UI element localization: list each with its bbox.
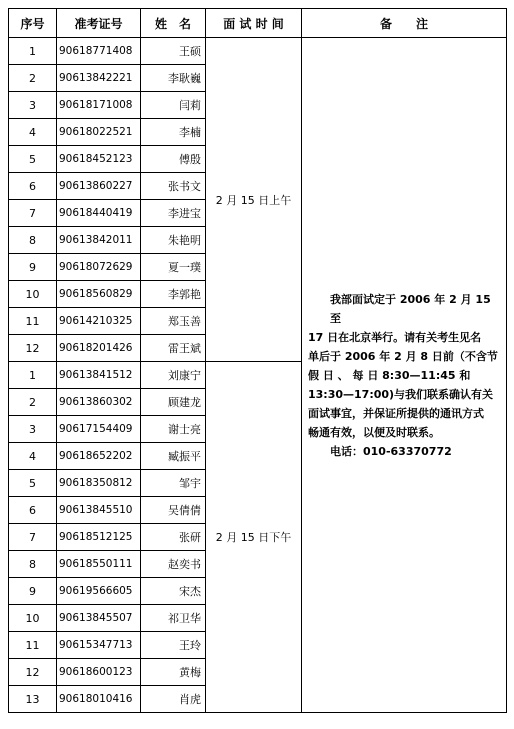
- row-name: 王玲: [141, 632, 206, 659]
- row-exam-id: 90613842011: [57, 227, 141, 254]
- table-body: [9, 38, 507, 713]
- header-row: [9, 9, 507, 38]
- row-name: 郑玉善: [141, 308, 206, 335]
- row-seq: 6: [9, 173, 57, 200]
- header-seq: 序号: [9, 9, 57, 38]
- row-exam-id: 90618350812: [57, 470, 141, 497]
- row-exam-id: 90618600123: [57, 659, 141, 686]
- row-name: 赵奕书: [141, 551, 206, 578]
- remarks-line: 畅通有效，以便及时联系。: [308, 425, 440, 439]
- row-seq: 4: [9, 443, 57, 470]
- row-seq: 2: [9, 65, 57, 92]
- row-name: 闫莉: [141, 92, 206, 119]
- row-name: 王硕: [141, 38, 206, 65]
- row-name: 傅殷: [141, 146, 206, 173]
- row-exam-id: 90613860302: [57, 389, 141, 416]
- row-seq: 8: [9, 551, 57, 578]
- row-exam-id: 90613845507: [57, 605, 141, 632]
- row-name: 李进宝: [141, 200, 206, 227]
- interview-time-cell: 2 月 15 日上午: [206, 38, 302, 362]
- row-seq: 12: [9, 659, 57, 686]
- header-id: 准考证号: [57, 9, 141, 38]
- row-exam-id: 90613860227: [57, 173, 141, 200]
- remarks-line: 面试事宜，并保证所提供的通讯方式: [308, 406, 484, 420]
- row-seq: 13: [9, 686, 57, 713]
- interview-schedule-table: [8, 8, 507, 713]
- row-name: 李楠: [141, 119, 206, 146]
- row-name: 张研: [141, 524, 206, 551]
- remarks-line: 13:30—17:00)与我们联系确认有关: [308, 387, 494, 401]
- row-seq: 11: [9, 632, 57, 659]
- row-seq: 11: [9, 308, 57, 335]
- row-seq: 6: [9, 497, 57, 524]
- row-seq: 8: [9, 227, 57, 254]
- row-name: 邹宇: [141, 470, 206, 497]
- row-seq: 7: [9, 200, 57, 227]
- row-seq: 9: [9, 254, 57, 281]
- remarks-line: 单后于 2006 年 2 月 8 日前（不含节: [308, 349, 498, 363]
- interview-time-cell: 2 月 15 日下午: [206, 362, 302, 713]
- row-name: 张书文: [141, 173, 206, 200]
- row-exam-id: 90618171008: [57, 92, 141, 119]
- row-seq: 3: [9, 92, 57, 119]
- remarks-line: 假 日 、 每 日 8:30—11:45 和: [308, 368, 471, 382]
- row-seq: 5: [9, 146, 57, 173]
- row-seq: 1: [9, 362, 57, 389]
- row-seq: 10: [9, 281, 57, 308]
- row-name: 谢士亮: [141, 416, 206, 443]
- row-seq: 10: [9, 605, 57, 632]
- row-exam-id: 90618022521: [57, 119, 141, 146]
- row-exam-id: 90618560829: [57, 281, 141, 308]
- row-name: 肖虎: [141, 686, 206, 713]
- row-exam-id: 90618452123: [57, 146, 141, 173]
- row-exam-id: 90619566605: [57, 578, 141, 605]
- row-exam-id: 90613842221: [57, 65, 141, 92]
- row-name: 臧振平: [141, 443, 206, 470]
- row-seq: 7: [9, 524, 57, 551]
- row-exam-id: 90618010416: [57, 686, 141, 713]
- row-name: 夏一璞: [141, 254, 206, 281]
- row-name: 宋杰: [141, 578, 206, 605]
- remarks-line: 我部面试定于 2006 年 2 月 15 至: [330, 292, 491, 325]
- row-name: 李郭艳: [141, 281, 206, 308]
- row-exam-id: 90615347713: [57, 632, 141, 659]
- row-seq: 1: [9, 38, 57, 65]
- row-name: 雷王斌: [141, 335, 206, 362]
- row-exam-id: 90618201426: [57, 335, 141, 362]
- table-row: [9, 38, 507, 65]
- header-name: 姓 名: [141, 9, 206, 38]
- row-exam-id: 90614210325: [57, 308, 141, 335]
- row-exam-id: 90618771408: [57, 38, 141, 65]
- row-seq: 2: [9, 389, 57, 416]
- row-seq: 12: [9, 335, 57, 362]
- row-name: 顾建龙: [141, 389, 206, 416]
- row-exam-id: 90617154409: [57, 416, 141, 443]
- row-name: 祁卫华: [141, 605, 206, 632]
- row-exam-id: 90618652202: [57, 443, 141, 470]
- row-exam-id: 90613845510: [57, 497, 141, 524]
- row-exam-id: 90618512125: [57, 524, 141, 551]
- row-exam-id: 90613841512: [57, 362, 141, 389]
- remarks-line: 17 日在北京举行。请有关考生见名: [308, 330, 482, 344]
- row-name: 朱艳明: [141, 227, 206, 254]
- row-seq: 9: [9, 578, 57, 605]
- row-exam-id: 90618440419: [57, 200, 141, 227]
- row-exam-id: 90618550111: [57, 551, 141, 578]
- row-seq: 5: [9, 470, 57, 497]
- header-note: 备 注: [302, 9, 507, 38]
- remarks-line: 电话：010-63370772: [330, 444, 452, 458]
- row-seq: 4: [9, 119, 57, 146]
- row-seq: 3: [9, 416, 57, 443]
- remarks-cell: [302, 38, 507, 713]
- row-name: 黄梅: [141, 659, 206, 686]
- header-time: 面 试 时 间: [206, 9, 302, 38]
- row-exam-id: 90618072629: [57, 254, 141, 281]
- row-name: 吴倩倩: [141, 497, 206, 524]
- row-name: 李耿巍: [141, 65, 206, 92]
- row-name: 刘康宁: [141, 362, 206, 389]
